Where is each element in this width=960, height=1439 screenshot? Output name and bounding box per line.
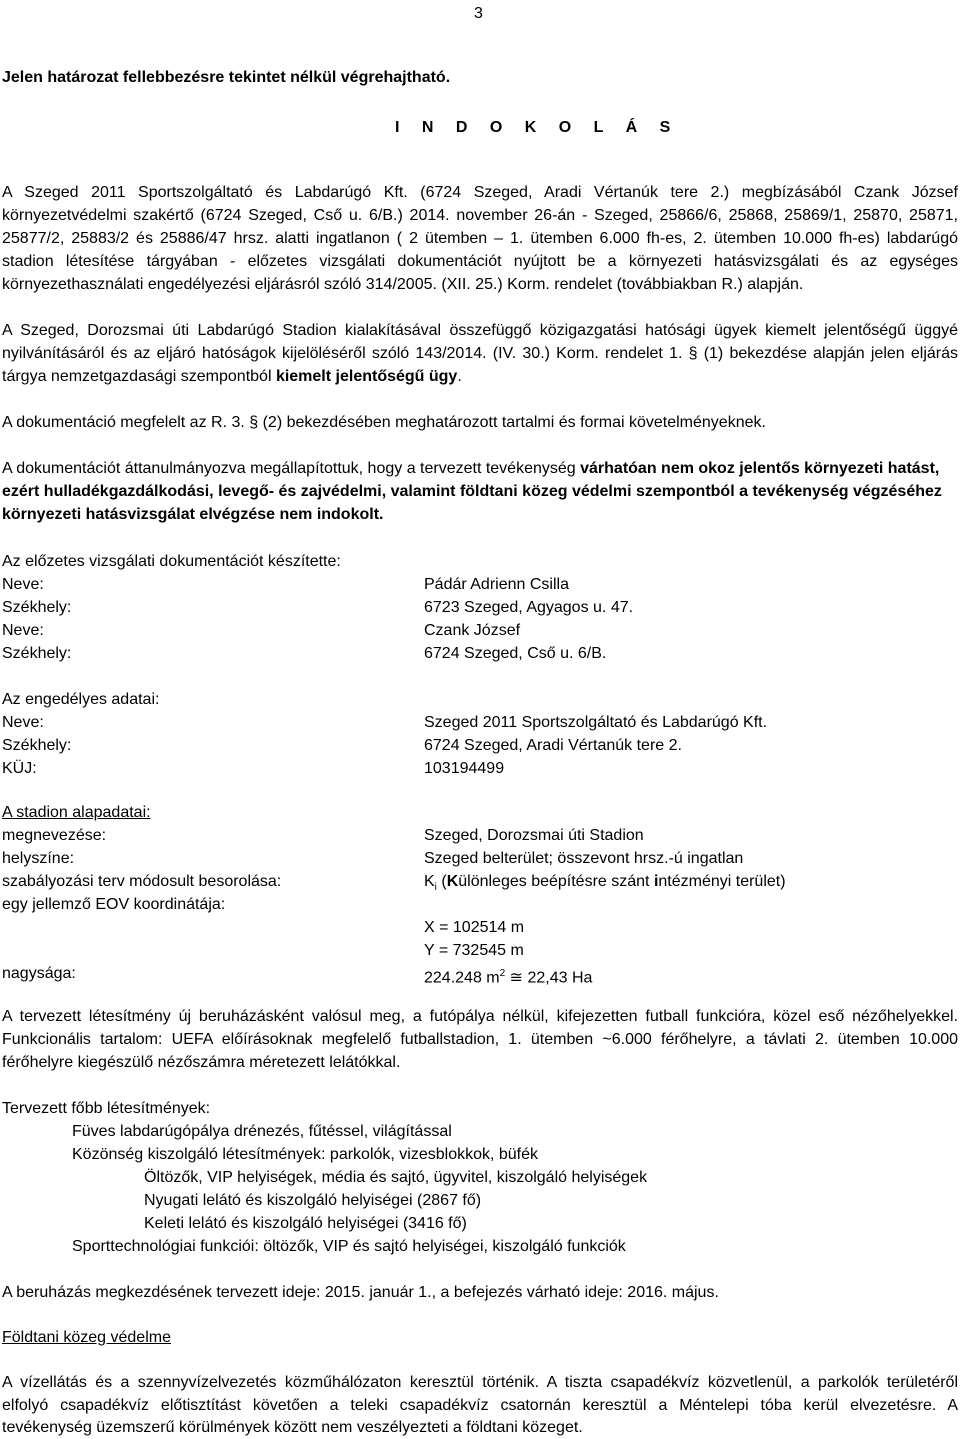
text-line: ezért hulladékgazdálkodási, levegő- és zajvédelmi, valamint földtani közeg védelmi szempontból a tevékenység végzéséhez: [2, 483, 942, 500]
section-title: A stadion alapadatai:: [2, 804, 151, 821]
field-value: Szeged, Dorozsmai úti Stadion: [424, 827, 644, 844]
text-line: Funkcionális tartalom: UEFA előírásoknak megfelelő futballstadion, 1. ütemben ~6.000 férőhelyre, a távlati 2. ütemben 10.000: [2, 1031, 958, 1048]
list-item: Sporttechnológiai funkciói: öltözők, VIP és sajtó helyiségei, kiszolgáló funkciók: [72, 1238, 626, 1255]
field-value: Czank József: [424, 622, 521, 639]
text-line: nyilvánításáról és az eljáró hatóságok kijelöléséről szóló 143/2014. (IV. 30.) Korm. rendelet 1. § (1) bekezdése alapján jelen eljárás: [2, 345, 958, 362]
text-span: ülönleges beépítésre szánt: [458, 873, 654, 890]
field-label: Neve:: [2, 576, 44, 593]
list-item: Füves labdarúgópálya drénezés, fűtéssel, világítással: [72, 1123, 452, 1140]
text-line: tevékenység üzemszerű körülmények között nem veszélyezteti a földtani közeget.: [2, 1419, 583, 1436]
field-label: nagysága:: [2, 965, 76, 982]
field-label: Székhely:: [2, 737, 72, 754]
enforceability-statement: Jelen határozat fellebbezésre tekintet nélkül végrehajtható.: [2, 69, 451, 86]
text-span: i: [653, 873, 659, 890]
paragraph-conformity: A dokumentáció megfelelt az R. 3. § (2) bekezdésében meghatározott tartalmi és formai követelményeknek.: [2, 414, 766, 431]
text-span: 2: [499, 968, 506, 979]
text-line: A vízellátás és a szennyvízelvezetés közműhálózaton keresztül történik. A tiszta csapadékvíz közvetlenül, a parkolók területéről: [2, 1374, 958, 1391]
page-number: 3: [474, 5, 483, 22]
text-line: elfolyó csapadékvíz előtisztítást követően a teleki csapadékvíz csatornán keresztül a Méntelepi tóba kerül elvezetésre. A: [2, 1397, 958, 1414]
text-span: .: [457, 368, 462, 385]
text-span: ntézményi terület): [658, 873, 786, 890]
text-span: tárgya nemzetgazdasági szempontból: [2, 368, 276, 385]
text-span: i: [434, 882, 437, 894]
section-title: Tervezett főbb létesítmények:: [2, 1100, 211, 1117]
field-label: Neve:: [2, 622, 44, 639]
field-value: Pádár Adrienn Csilla: [424, 576, 569, 593]
text-span: 22,43 Ha: [523, 969, 593, 987]
field-label: Neve:: [2, 714, 44, 731]
field-label: KÜJ:: [2, 760, 37, 777]
list-item: Közönség kiszolgáló létesítmények: parkolók, vizesblokkok, büfék: [72, 1146, 539, 1163]
eov-y: Y = 732545 m: [424, 942, 524, 959]
section-title: Földtani közeg védelme: [2, 1329, 171, 1346]
text-line: A Szeged, Dorozsmai úti Labdarúgó Stadion kialakításával összefüggő közigazgatási hatósági ügyek kiemelt jelentőségű üggyé: [2, 322, 958, 339]
field-label: helyszíne:: [2, 850, 75, 867]
schedule-line: A beruházás megkezdésének tervezett ideje: 2015. január 1., a befejezés várható ideje: 2016. május.: [2, 1284, 719, 1301]
list-item: Öltözők, VIP helyiségek, média és sajtó, ügyvitel, kiszolgáló helyiségek: [144, 1169, 648, 1186]
field-value: Szeged belterület; összevont hrsz.-ú ingatlan: [424, 850, 744, 867]
field-value: 6724 Szeged, Cső u. 6/B.: [424, 645, 607, 662]
section-title: Az engedélyes adatai:: [2, 691, 160, 708]
field-value: 6723 Szeged, Agyagos u. 47.: [424, 599, 634, 616]
text-span: (: [436, 873, 447, 890]
list-item: Keleti lelátó és kiszolgáló helyiségei (3416 fő): [144, 1215, 467, 1232]
list-item: Nyugati lelátó és kiszolgáló helyiségei (2867 fő): [144, 1192, 482, 1209]
text-line: [2, 457, 939, 480]
text-line: környezethasználati engedélyezési eljárásról szóló 314/2005. (XII. 25.) Korm. rendelet (továbbiakban R.) alapján.: [2, 276, 804, 293]
text-line: környezetvédelmi szakértő (6724 Szeged, Cső u. 6/B.) 2014. november 26-án - Szeged, 25866/6, 25868, 25869/1, 25870, 25871,: [2, 207, 958, 224]
text-line: [2, 365, 462, 388]
conclusion-emphasis: várhatóan nem okoz jelentős környezeti hatást,: [580, 460, 940, 477]
text-line: stadion létesítése tárgyában - előzetes vizsgálati dokumentációt nyújtott be a környezeti hatásvizsgálati és az egységes: [2, 253, 958, 270]
section-heading: [395, 116, 679, 139]
field-value: 6724 Szeged, Aradi Vértanúk tere 2.: [424, 737, 682, 754]
field-label: szabályozási terv módosult besorolása:: [2, 873, 282, 890]
priority-emphasis: kiemelt jelentőségű ügy: [275, 368, 458, 385]
eov-x: X = 102514 m: [424, 919, 525, 936]
text-line: A Szeged 2011 Sportszolgáltató és Labdarúgó Kft. (6724 Szeged, Aradi Vértanúk tere 2.) megbízásából Czank József: [2, 184, 958, 201]
text-span: K: [424, 873, 435, 890]
approx-symbol: ≅: [509, 969, 524, 987]
field-value: Szeged 2011 Sportszolgáltató és Labdarúgó Kft.: [424, 714, 768, 731]
text-span: 224.248 m: [424, 969, 500, 987]
text-line: A tervezett létesítmény új beruházásként valósul meg, a futópálya nélkül, kifejezetten futball funkcióra, közel eső nézőhelyekkel.: [2, 1008, 958, 1025]
text-span: A dokumentációt áttanulmányozva megállapítottuk, hogy a tervezett tevékenység: [2, 460, 581, 477]
section-title: Az előzetes vizsgálati dokumentációt készítette:: [2, 553, 341, 570]
field-label: Székhely:: [2, 599, 72, 616]
text-line: környezeti hatásvizsgálat elvégzése nem indokolt.: [2, 506, 384, 523]
heading-text: I N D O K O L Á S: [395, 119, 680, 136]
field-value: 103194499: [424, 760, 505, 777]
text-span: K: [446, 873, 459, 890]
field-label: megnevezése:: [2, 827, 107, 844]
field-label: Székhely:: [2, 645, 72, 662]
field-label: egy jellemző EOV koordinátája:: [2, 896, 226, 913]
text-line: férőhelyre kiegészülő nézőszámra méretezett lelátókkal.: [2, 1054, 401, 1071]
zoning-value: [424, 870, 786, 899]
text-line: 25877/2, 25883/2 és 25886/47 hrsz. alatti ingatlanon ( 2 ütemben – 1. ütemben 6.000 fh-es, 2. ütemben 10.000 fh-es) labdarúgó: [2, 230, 958, 247]
size-value: [424, 962, 592, 989]
